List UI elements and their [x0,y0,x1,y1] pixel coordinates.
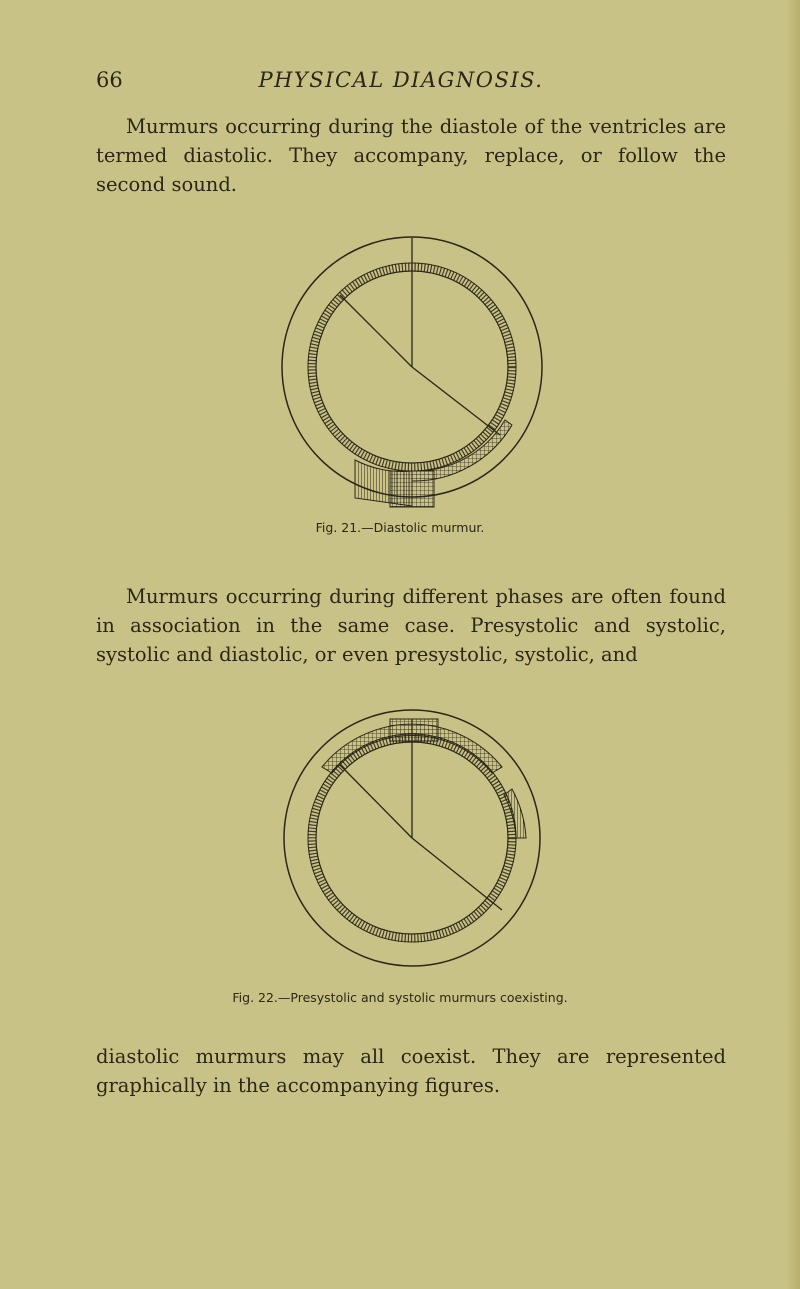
page-header [96,68,706,102]
figure-21-diagram [280,230,550,515]
figure-22-caption: Fig. 22.—Presystolic and systolic murmurs coexisting. [232,990,568,1005]
page-number: 66 [96,68,123,92]
page-edge [786,0,800,1289]
figure-22-diagram [280,705,550,975]
paragraph-association: Murmurs occurring during different phases are often found in association in the same case. Presystolic and systolic, systolic and diastolic, or even presystolic, systolic, and [96,585,726,666]
running-title: PHYSICAL DIAGNOSIS. [258,68,544,92]
paragraph-diastolic: Murmurs occurring during the diastole of the ventricles are termed diastolic. They accompany, replace, or follow the second sound. [96,115,726,196]
paragraph-coexist: diastolic murmurs may all coexist. They are represented graphically in the accompanying figures. [96,1045,726,1097]
figure-21-caption: Fig. 21.—Diastolic murmur. [315,520,485,535]
